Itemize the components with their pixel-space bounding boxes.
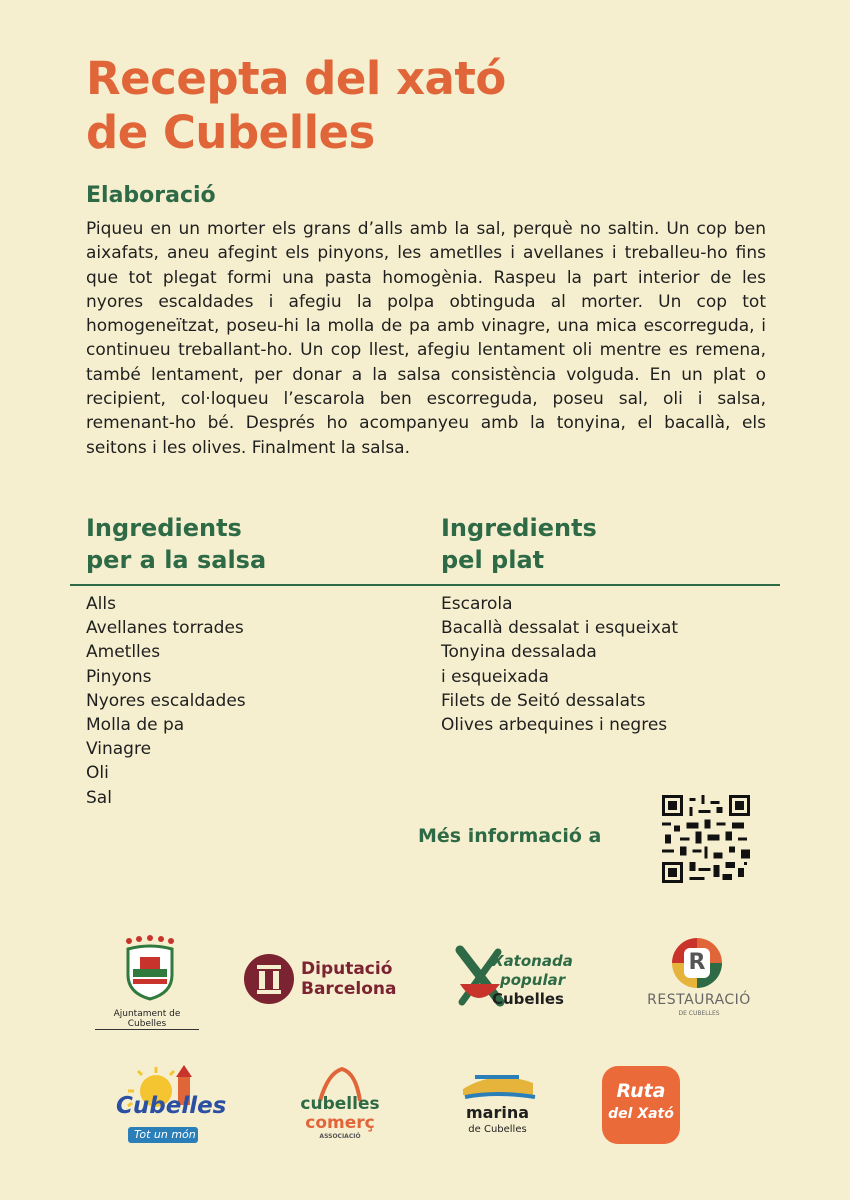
sauce-heading-line-1: Ingredients <box>86 514 242 542</box>
list-item: Alls <box>86 594 116 614</box>
restauracio-line-1: RESTAURACIÓ <box>647 992 751 1008</box>
sauce-heading <box>86 512 266 576</box>
sauce-heading-line-2: per a la salsa <box>86 546 267 574</box>
list-item: Ametlles <box>86 642 161 663</box>
list-item: Tonyina dessalada <box>441 642 597 663</box>
cubelles-line-1: Cubelles <box>116 1093 227 1119</box>
ruta-del-xato-logo <box>602 1066 680 1144</box>
title-line-2: de Cubelles <box>86 106 375 159</box>
ajuntament-logo <box>95 935 205 1029</box>
comerc-line-3: ASSOCIACIÓ <box>319 1133 361 1140</box>
list-item: Filets de Seitó dessalats <box>441 690 646 711</box>
list-item: Olives arbequines i negres <box>441 715 668 736</box>
coat-of-arms-icon <box>95 935 205 1001</box>
xatonada-logo <box>452 944 592 1016</box>
dish-ingredients-list <box>441 592 678 737</box>
restauracio-line-2: DE CUBELLES <box>678 1010 720 1017</box>
cubelles-line-2: Tot un món <box>134 1128 196 1141</box>
sauce-ingredients-list <box>86 592 246 810</box>
list-item: Nyores escaldades <box>86 690 246 711</box>
restauracio-emblem-icon <box>672 938 722 988</box>
more-info-label: Més informació a <box>418 825 602 847</box>
xatonada-line-3: Cubelles <box>492 990 564 1008</box>
method-text: Piqueu en un morter els grans d’alls amb la sal, perquè no saltin. Un cop ben aixafats, aneu afegint els pinyons, les ametlles i avellanes i treballeu-ho fins que tot plegat formi una pasta homogènia. Raspeu la part interior de les nyores escaldades i afegiu la polpa obtinguda al morter. Un cop tot homogeneïtzat, poseu-hi la molla de pa amb vinagre, una mica escorreguda, i continueu treballant-ho. Un cop llest, afegiu lentament oli mentre es remena, també lentament, per donar a la salsa consistència volguda. En un plat o recipient, col·loqueu l’escarola ben escorreguda, poseu sal, oli i salsa, remenant-ho bé. Després ho acompanyeu amb la tonyina, el bacallà, els seitons i les olives. Finalment la salsa. <box>86 219 766 458</box>
restauracio-logo <box>634 938 764 1026</box>
dish-heading-line-1: Ingredients <box>441 514 597 542</box>
ajuntament-label: Ajuntament de Cubelles <box>95 1009 199 1030</box>
cubelles-comerc-logo <box>290 1065 390 1145</box>
diputacio-line-2: Barcelona <box>301 979 397 999</box>
xatonada-line-1: Xatonada <box>492 952 573 970</box>
restauracio-letter: R <box>684 948 710 978</box>
harbour-icon <box>455 1065 540 1105</box>
list-item: Escarola <box>441 594 513 614</box>
dish-heading-line-2: pel plat <box>441 546 545 574</box>
cubelles-tot-un-mon-logo <box>112 1065 227 1145</box>
diputacio-logo <box>243 953 408 1013</box>
list-item: Oli <box>86 763 109 784</box>
marina-logo <box>455 1065 540 1145</box>
list-item: Vinagre <box>86 739 152 760</box>
qr-code[interactable] <box>662 795 750 883</box>
xatonada-line-2: popular <box>500 971 566 989</box>
method-heading: Elaboració <box>86 183 216 208</box>
marina-line-1: marina <box>465 1103 530 1122</box>
dish-heading <box>441 512 597 576</box>
comerc-line-1: cubelles <box>300 1094 380 1114</box>
title-line-1: Recepta del xató <box>86 52 506 105</box>
list-item: Avellanes torrades <box>86 618 244 639</box>
diputacio-line-1: Diputació <box>301 959 393 979</box>
section-divider <box>70 584 780 586</box>
list-item: Pinyons <box>86 666 152 687</box>
ruta-line-1: Ruta <box>616 1080 666 1102</box>
list-item: Molla de pa <box>86 715 185 736</box>
marina-line-2: de Cubelles <box>468 1124 527 1135</box>
ruta-line-2: del Xató <box>608 1106 674 1122</box>
list-item: i esqueixada <box>441 666 549 687</box>
diputacio-seal-icon <box>243 953 295 1005</box>
list-item: Bacallà dessalat i esqueixat <box>441 618 679 639</box>
page-title <box>86 52 786 160</box>
list-item: Sal <box>86 787 112 808</box>
comerc-line-2: comerç <box>305 1113 375 1133</box>
